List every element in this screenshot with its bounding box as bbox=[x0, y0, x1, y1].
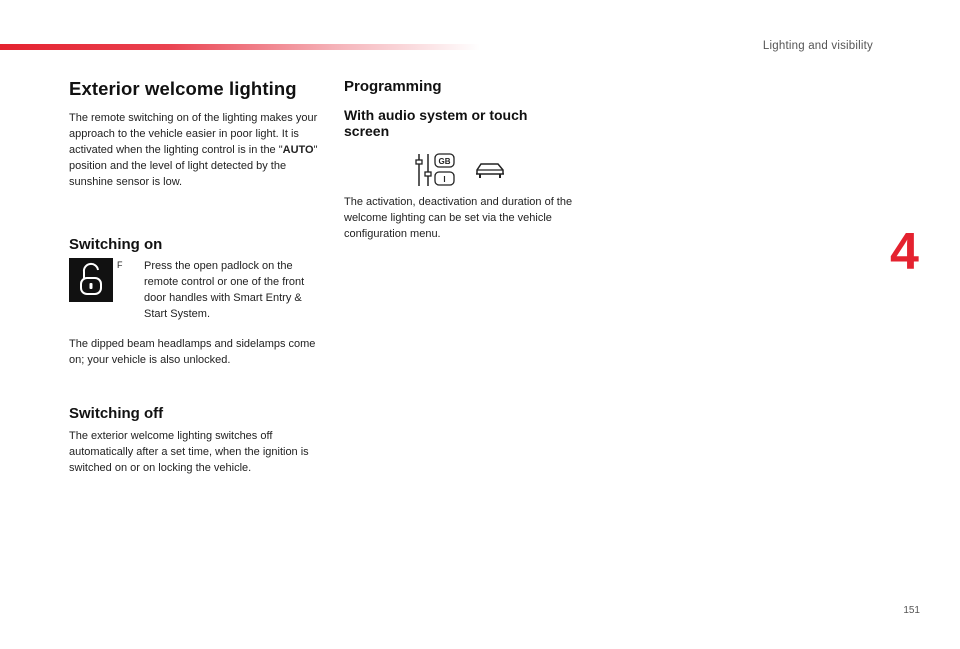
intro-text-bold: AUTO bbox=[282, 144, 314, 156]
bullet-marker: F bbox=[117, 260, 123, 270]
car-icon bbox=[474, 159, 506, 181]
settings-badge-bottom: I bbox=[443, 175, 446, 184]
programming-text: The activation, deactivation and duration of the welcome lighting can be set via the vehicle configuration menu. bbox=[344, 196, 573, 240]
programming-subheading: With audio system or touch screen bbox=[344, 107, 528, 139]
middle-column bbox=[344, 78, 604, 139]
switching-on-heading: Switching on bbox=[69, 236, 163, 253]
intro-text-pre: The remote switching on of the lighting makes your approach to the vehicle easier in poor light. It is activated when the lighting control is in the " bbox=[69, 112, 318, 156]
intro-text-post: " position and the level of light detected by the sunshine sensor is low. bbox=[69, 144, 318, 188]
switching-off-heading: Switching off bbox=[69, 405, 164, 422]
switching-on-result-text: The dipped beam headlamps and sidelamps come on; your vehicle is also unlocked. bbox=[69, 338, 316, 366]
section-name: Lighting and visibility bbox=[762, 40, 873, 52]
settings-badge-top: GB bbox=[438, 157, 451, 166]
switching-on-instruction bbox=[69, 258, 324, 322]
left-column bbox=[69, 78, 329, 190]
page-number: 151 bbox=[903, 605, 920, 616]
switching-on-bullet-text: Press the open padlock on the remote control or one of the front door handles with Smart Entry & Start System. bbox=[144, 260, 305, 320]
switching-off-text: The exterior welcome lighting switches off automatically after a set time, when the ignition is switched on or on locking the vehicle. bbox=[69, 430, 309, 474]
header-accent-bar bbox=[0, 44, 480, 50]
programming-icons bbox=[414, 152, 506, 188]
programming-heading: Programming bbox=[344, 78, 442, 95]
chapter-number: 4 bbox=[890, 223, 919, 281]
intro-paragraph bbox=[69, 110, 329, 190]
settings-sliders-icon bbox=[414, 152, 456, 188]
page-title: Exterior welcome lighting bbox=[69, 78, 297, 99]
open-padlock-icon bbox=[69, 258, 113, 302]
